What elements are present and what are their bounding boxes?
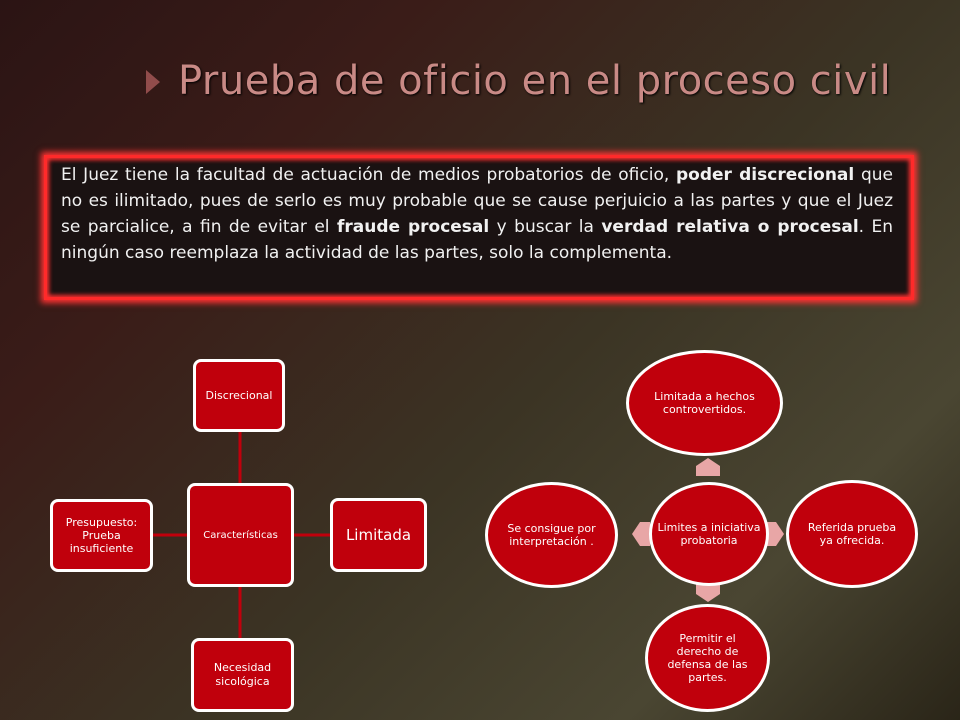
desc-bold-1: poder discrecional [675, 165, 855, 185]
arrow-down-icon [696, 584, 720, 602]
node-necesidad: Necesidad sicológica [191, 638, 294, 712]
node-limites: Limites a iniciativa probatoria [649, 482, 769, 586]
arrow-up-icon [696, 458, 720, 476]
node-se-consigue: Se consigue por interpretación . [485, 482, 618, 588]
desc-part-4: . En ningún caso reemplaza la actividad de las partes, solo la complementa. [61, 217, 894, 263]
desc-bold-2: fraude procesal [336, 217, 490, 237]
node-limitada-hechos: Limitada a hechos controvertidos. [626, 350, 783, 456]
desc-part-2: que no es ilimitado, pues de serlo es muy probable que se cause perjuicio a las partes y que el Juez se parcialice, a fin de evitar el [61, 165, 893, 237]
desc-part-1: El Juez tiene la facultad de actuación de medios probatorios de oficio, [61, 165, 676, 185]
arrow-left-icon [632, 522, 650, 546]
node-discrecional: Discrecional [193, 359, 285, 432]
node-presupuesto: Presupuesto: Prueba insuficiente [50, 499, 153, 572]
desc-part-3: y buscar la [489, 217, 602, 237]
node-limitada: Limitada [330, 498, 427, 572]
node-caracteristicas: Características [187, 483, 294, 587]
node-permitir: Permitir el derecho de defensa de las partes. [645, 604, 770, 712]
desc-bold-3: verdad relativa o procesal [601, 217, 859, 237]
node-referida: Referida prueba ya ofrecida. [786, 480, 918, 588]
slide-title: Prueba de oficio en el proceso civil [178, 58, 892, 104]
